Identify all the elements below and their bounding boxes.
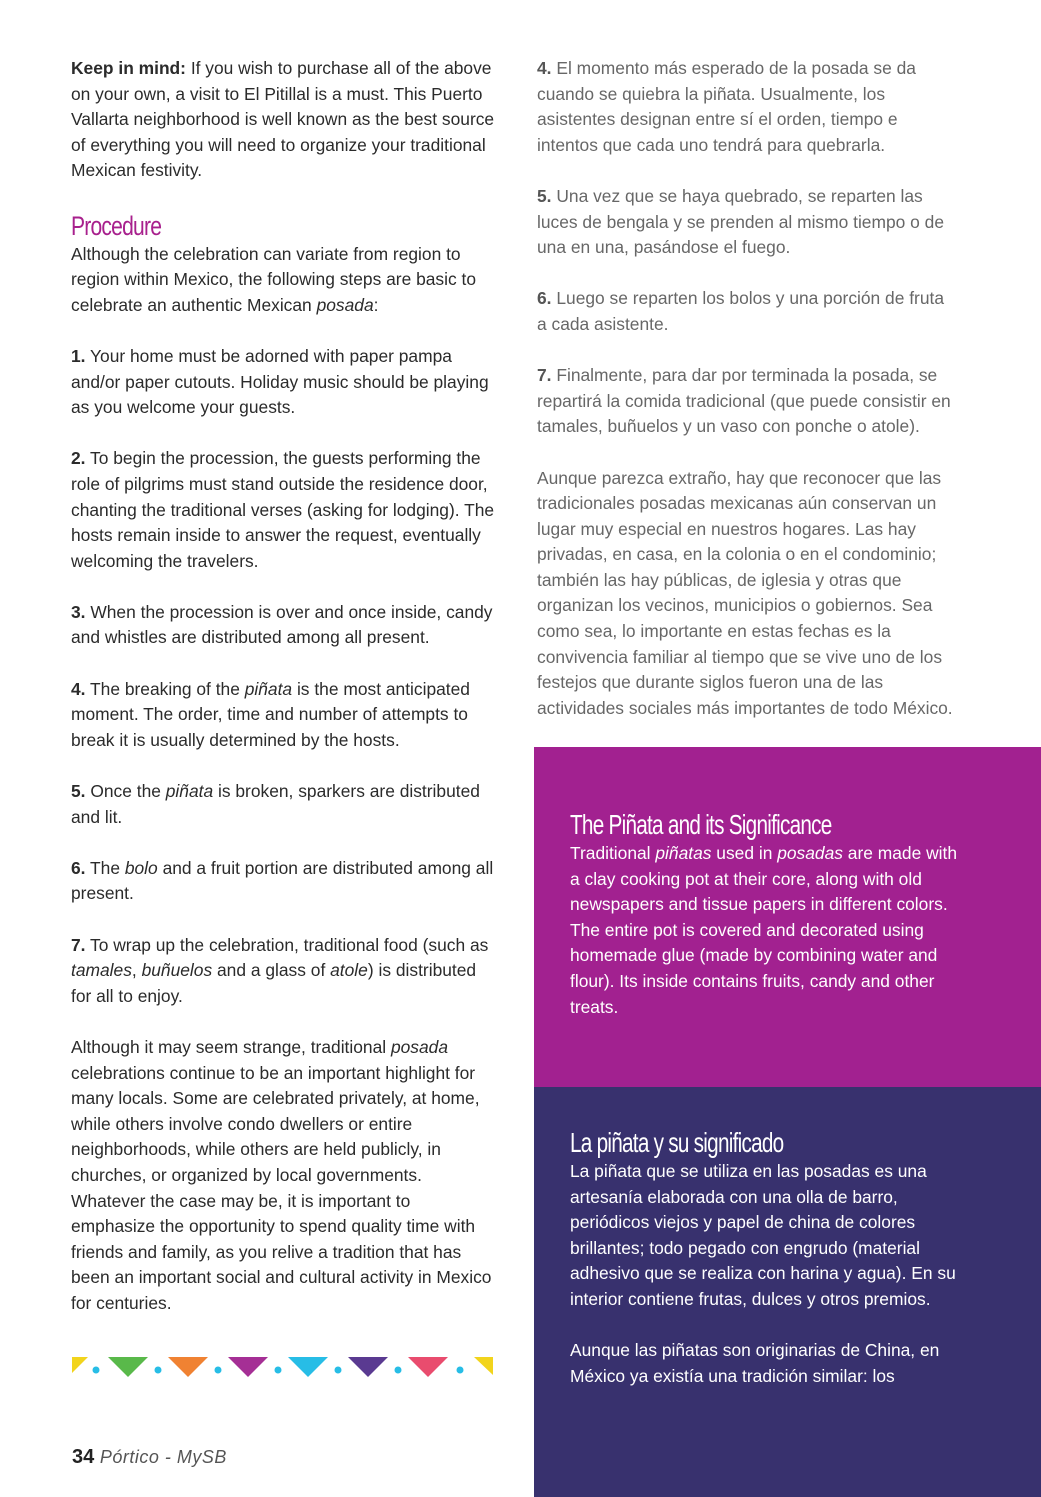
closing-paragraph-es: Aunque parezca extraño, hay que reconocer que las tradicionales posadas mexicanas aún conservan un lugar muy especial en nuestros hogares. Las hay privadas, en casa, en la colonia o en el condominio; también las hay públicas, de iglesia y otras que organizan los vecinos, municipios o gobiernos. Sea como sea, lo importante en estas fechas es la convivencia familiar al tiempo que se vive uno de los festejos que durante siglos fueron una de las actividades sociales más importantes de todo México. <box>537 467 953 718</box>
bunting-flag <box>474 1357 493 1375</box>
step-4: 4. The breaking of the piñata is the most anticipated moment. The order, time and number of attempts to break it is usually determined by the hosts. <box>71 678 470 750</box>
step-1: 1. Your home must be adorned with paper pampa and/or paper cutouts. Holiday music should be playing as you welcome your guests. <box>71 345 489 418</box>
step-7: 7. To wrap up the celebration, traditional food (such as tamales, buñuelos and a glass of atole) is distributed for all to enjoy. <box>71 934 489 1006</box>
pinata-origin-text: Aunque las piñatas son originarias de China, en México ya existía una tradición similar: los <box>570 1340 940 1386</box>
pinata-significance-title: The Piñata and its Significance <box>570 809 832 840</box>
pinata-significado-box <box>534 1087 1041 1497</box>
closing-paragraph-en: Although it may seem strange, traditional posada celebrations continue to be an important highlight for many locals. Some are celebrated privately, at home, while others involve condo dwellers or entire neighborhoods, while others are held publicly, in churches, or organized by local governments. Whatever the case may be, it is important to emphasize the opportunity to spend quality time with friends and family, as you relive a tradition that has been an important social and cultural activity in Mexico for centuries. <box>71 1036 492 1313</box>
pinata-significance-text: Traditional piñatas used in posadas are made with a clay cooking pot at their core, along with old newspapers and tissue papers in different colors. The entire pot is covered and decorated using homemade glue (made by combining water and flour). Its inside contains fruits, candy and other treats. <box>570 843 958 1017</box>
publication-name: Pórtico - MySB <box>99 1447 227 1467</box>
bunting-flag <box>168 1357 208 1377</box>
pinata-significance-box <box>534 747 1041 1087</box>
bunting-flag <box>288 1357 328 1377</box>
papel-picado-bunting <box>72 1357 494 1383</box>
right-column <box>537 56 957 747</box>
procedure-intro: Although the celebration can variate from region to region within Mexico, the following steps are basic to celebrate an authentic Mexican posada: <box>71 243 477 315</box>
bunting-flag <box>348 1357 388 1377</box>
paso-5: 5. Una vez que se haya quebrado, se reparten las luces de bengala y se prenden al mismo tiempo o de una en una, pasándose el fuego. <box>537 185 944 258</box>
bunting-dot <box>215 1367 222 1374</box>
pinata-significado-title: La piñata y su significado <box>570 1127 784 1158</box>
paso-4: 4. El momento más esperado de la posada se da cuando se quiebra la piñata. Usualmente, los asistentes designan entre sí el orden, tiempo e intentos que cada uno tendrá para quebrarla. <box>537 58 916 155</box>
pinata-significado-text: La piñata que se utiliza en las posadas es una artesanía elaborada con una olla de barro, periódicos viejos y papel de china de colores brillantes; todo pegado con engrudo (material adhesivo que se realiza con harina y agua). En su interior contiene frutas, dulces y otros premios. <box>570 1161 956 1309</box>
step-2: 2. To begin the procession, the guests performing the role of pilgrims must stand outside the residence door, chanting the traditional verses (asking for lodging). The hosts remain inside to answer the request, eventually welcoming the travelers. <box>71 448 495 571</box>
bunting-dot <box>93 1367 100 1374</box>
left-column <box>71 56 495 1342</box>
bunting-dot <box>335 1367 342 1374</box>
bunting-dot <box>395 1367 402 1374</box>
bunting-dot <box>457 1367 464 1374</box>
bunting-dot <box>155 1367 162 1374</box>
bunting-dot <box>275 1367 282 1374</box>
bunting-flag <box>408 1357 448 1377</box>
page-footer <box>72 1446 227 1469</box>
step-6: 6. The bolo and a fruit portion are distributed among all present. <box>71 857 494 904</box>
bunting-flag <box>72 1357 88 1373</box>
page-number: 34 <box>72 1446 95 1468</box>
step-5: 5. Once the piñata is broken, sparkers are distributed and lit. <box>71 781 480 827</box>
procedure-heading: Procedure <box>71 210 162 241</box>
keep-in-mind-paragraph: Keep in mind: If you wish to purchase all of the above on your own, a visit to El Pitillal is a must. This Puerto Vallarta neighborhood is well known as the best source of everything you will need to organize your traditional Mexican festivity. <box>71 58 495 181</box>
step-3: 3. When the procession is over and once inside, candy and whistles are distributed among all present. <box>71 601 493 648</box>
paso-7: 7. Finalmente, para dar por terminada la posada, se repartirá la comida tradicional (que puede consistir en tamales, buñuelos y un vaso con ponche o atole). <box>537 365 951 437</box>
bunting-flag <box>108 1357 148 1377</box>
paso-6: 6. Luego se reparten los bolos y una porción de fruta a cada asistente. <box>537 288 945 334</box>
bunting-flag <box>228 1357 268 1377</box>
